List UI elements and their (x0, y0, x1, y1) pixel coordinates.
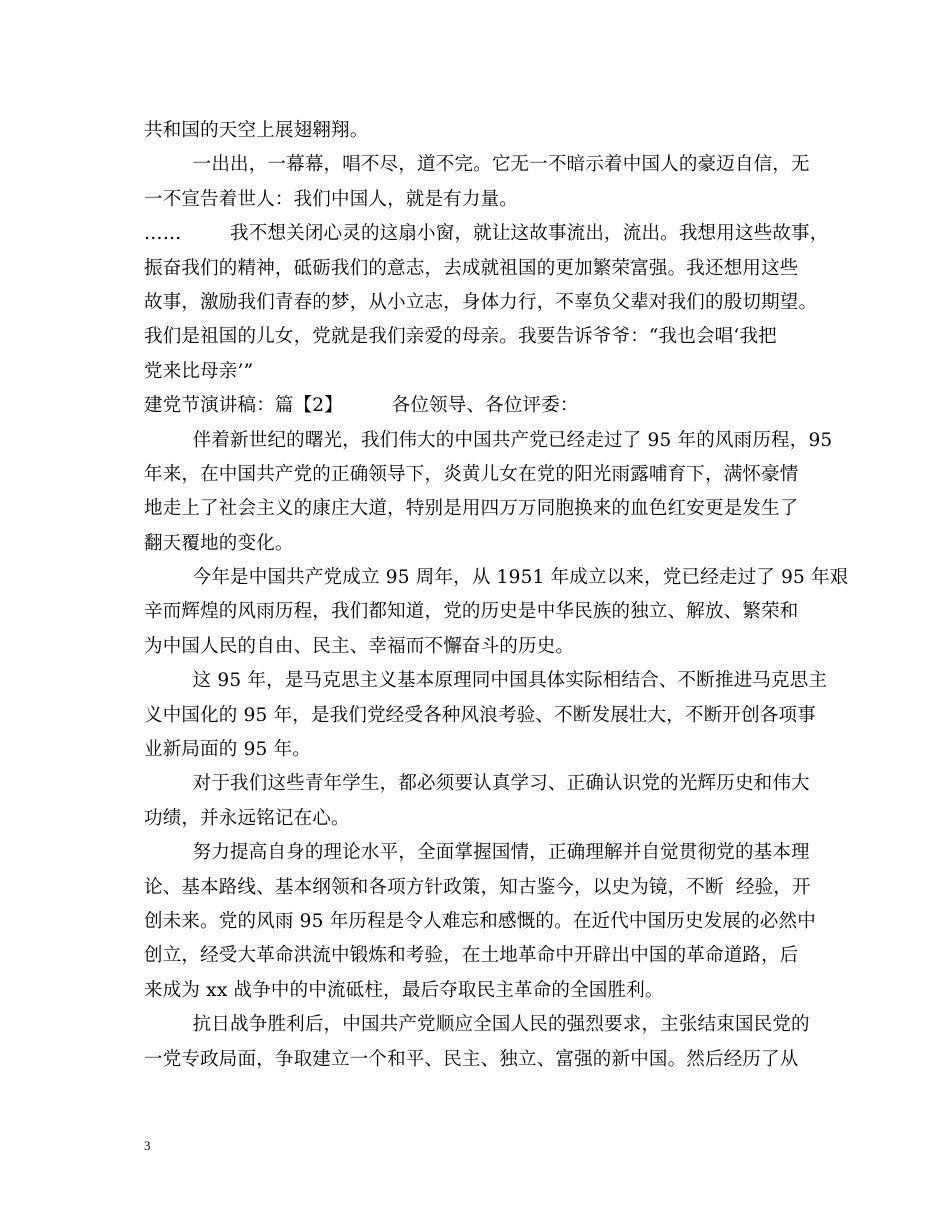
text-line: 义中国化的 95 年，是我们党经受各种风浪考验、不断发展壮大，不断开创各项事 (144, 704, 816, 726)
text-line: 业新局面的 95 年。 (144, 739, 312, 761)
text-line: 努力提高自身的理论水平，全面掌握国情，正确理解并自觉贯彻党的基本理 (144, 842, 810, 864)
section-heading-line: 建党节演讲稿：篇【2】 各位领导、各位评委： (144, 395, 579, 417)
text-line: 伴着新世纪的曙光，我们伟大的中国共产党已经走过了 95 年的风雨历程，95 (144, 429, 833, 451)
text-line: 故事，激励我们青春的梦，从小立志，身体力行，不辜负父辈对我们的殷切期望。 (144, 291, 818, 313)
text-line: 抗日战争胜利后，中国共产党顺应全国人民的强烈要求，主张结束国民党的 (144, 1014, 810, 1036)
text-line: 来成为 xx 战争中的中流砥柱，最后夺取民主革命的全国胜利。 (144, 979, 664, 1001)
text-line: 论、基本路线、基本纲领和各项方针政策，知古鉴今，以史为镜，不断 经验，开 (144, 876, 811, 898)
text-line: 地走上了社会主义的康庄大道，特别是用四万万同胞换来的血色红安更是发生了 (144, 498, 799, 520)
text-line: 对于我们这些青年学生，都必须要认真学习、正确认识党的光辉历史和伟大 (144, 773, 810, 795)
text-line: 创立，经受大革命洪流中锻炼和考验，在土地革命中开辟出中国的革命道路，后 (144, 945, 799, 967)
page-number: 3 (144, 1138, 151, 1153)
body-text (144, 114, 849, 1077)
text-line: 今年是中国共产党成立 95 周年，从 1951 年成立以来，党已经走过了 95 年艰 (144, 567, 849, 589)
text-line: 这 95 年，是马克思主义基本原理同中国具体实际相结合、不断推进马克思主 (144, 670, 828, 692)
text-line: 创未来。党的风雨 95 年历程是令人难忘和感慨的。在近代中国历史发展的必然中 (144, 910, 816, 932)
text-line: 功绩，并永远铭记在心。 (144, 807, 350, 829)
text-line: 一党专政局面，争取建立一个和平、民主、独立、富强的新中国。然后经历了从 (144, 1048, 799, 1070)
text-line: 翻天覆地的变化。 (144, 532, 294, 554)
text-line: 共和国的天空上展翅翱翔。 (144, 120, 369, 141)
text-line: 振奋我们的精神，砥砺我们的意志，去成就祖国的更加繁荣富强。我还想用这些 (144, 257, 799, 279)
text-line: 我们是祖国的儿女，党就是我们亲爱的母亲。我要告诉爷爷：“我也会唱‘我把 (144, 326, 777, 348)
text-line: 一出出，一幕幕，唱不尽，道不完。它无一不暗示着中国人的豪迈自信，无 (144, 154, 810, 176)
text-line: 年来，在中国共产党的正确领导下，炎黄儿女在党的阳光雨露哺育下，满怀豪情 (144, 463, 799, 485)
text-line: 辛而辉煌的风雨历程，我们都知道，党的历史是中华民族的独立、解放、繁荣和 (144, 601, 799, 623)
text-line: 一不宣告着世人：我们中国人，就是有力量。 (144, 188, 519, 210)
text-line: …… 我不想关闭心灵的这扇小窗，就让这故事流出，流出。我想用这些故事， (144, 223, 829, 245)
text-line: 为中国人民的自由、民主、幸福而不懈奋斗的历史。 (144, 635, 575, 657)
text-line: 党来比母亲’” (144, 360, 254, 382)
